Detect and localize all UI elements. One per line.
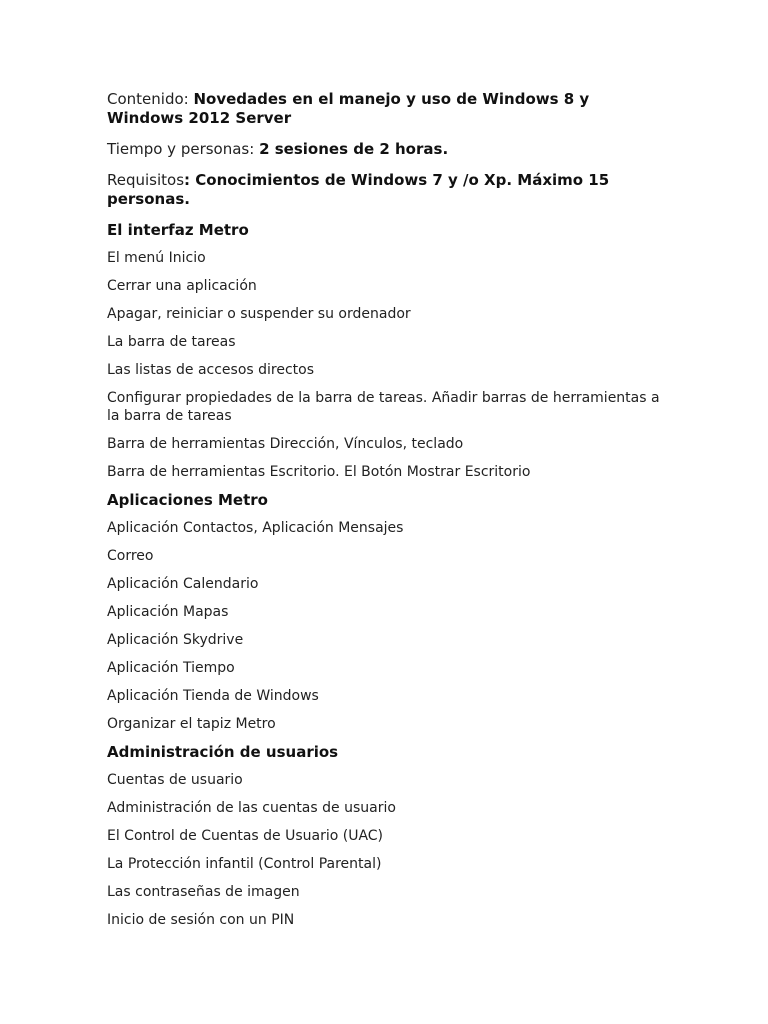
requisitos-line bbox=[107, 171, 667, 209]
list-item: El menú Inicio bbox=[107, 250, 206, 266]
list-item: Las contraseñas de imagen bbox=[107, 884, 300, 900]
contenido-label: Contenido: bbox=[107, 90, 194, 108]
tiempo-value: 2 sesiones de 2 horas. bbox=[259, 140, 449, 158]
section-heading: Administración de usuarios bbox=[107, 743, 339, 761]
list-item: Aplicación Skydrive bbox=[107, 632, 244, 648]
list-item: Aplicación Tiempo bbox=[107, 660, 235, 676]
contenido-line bbox=[107, 90, 667, 128]
list-item: La Protección infantil (Control Parental) bbox=[107, 856, 382, 872]
list-item: El Control de Cuentas de Usuario (UAC) bbox=[107, 828, 384, 844]
list-item: Organizar el tapiz Metro bbox=[107, 716, 276, 732]
tiempo-line bbox=[107, 140, 667, 159]
tiempo-label: Tiempo y personas: bbox=[107, 140, 260, 158]
list-item: Barra de herramientas Escritorio. El Botón Mostrar Escritorio bbox=[107, 464, 531, 480]
list-item: Aplicación Tienda de Windows bbox=[107, 688, 319, 704]
list-item: Correo bbox=[107, 548, 154, 564]
list-item: Aplicación Mapas bbox=[107, 604, 229, 620]
section-heading: El interfaz Metro bbox=[107, 221, 249, 239]
section bbox=[107, 491, 667, 733]
list-item: Aplicación Contactos, Aplicación Mensajes bbox=[107, 520, 404, 536]
section bbox=[107, 221, 667, 481]
list-item: Las listas de accesos directos bbox=[107, 362, 315, 378]
list-item: Cerrar una aplicación bbox=[107, 278, 257, 294]
list-item: Aplicación Calendario bbox=[107, 576, 259, 592]
list-item: Apagar, reiniciar o suspender su ordenador bbox=[107, 306, 411, 322]
requisitos-value: : Conocimientos de Windows 7 y /o Xp. Máximo 15 personas. bbox=[107, 171, 610, 208]
list-item: La barra de tareas bbox=[107, 334, 236, 350]
sections-container bbox=[107, 221, 667, 929]
section-heading: Aplicaciones Metro bbox=[107, 491, 268, 509]
section-item-list bbox=[107, 519, 667, 733]
list-item: Administración de las cuentas de usuario bbox=[107, 800, 396, 816]
requisitos-label: Requisitos bbox=[107, 171, 185, 189]
list-item: Configurar propiedades de la barra de tareas. Añadir barras de herramientas a la barra de tareas bbox=[107, 390, 660, 424]
list-item: Inicio de sesión con un PIN bbox=[107, 912, 295, 928]
list-item: Cuentas de usuario bbox=[107, 772, 243, 788]
section bbox=[107, 743, 667, 929]
contenido-value: Novedades en el manejo y uso de Windows 8 y Windows 2012 Server bbox=[107, 90, 590, 127]
section-item-list bbox=[107, 249, 667, 481]
section-item-list bbox=[107, 771, 667, 929]
document-page bbox=[107, 90, 667, 939]
list-item: Barra de herramientas Dirección, Vínculos, teclado bbox=[107, 436, 464, 452]
